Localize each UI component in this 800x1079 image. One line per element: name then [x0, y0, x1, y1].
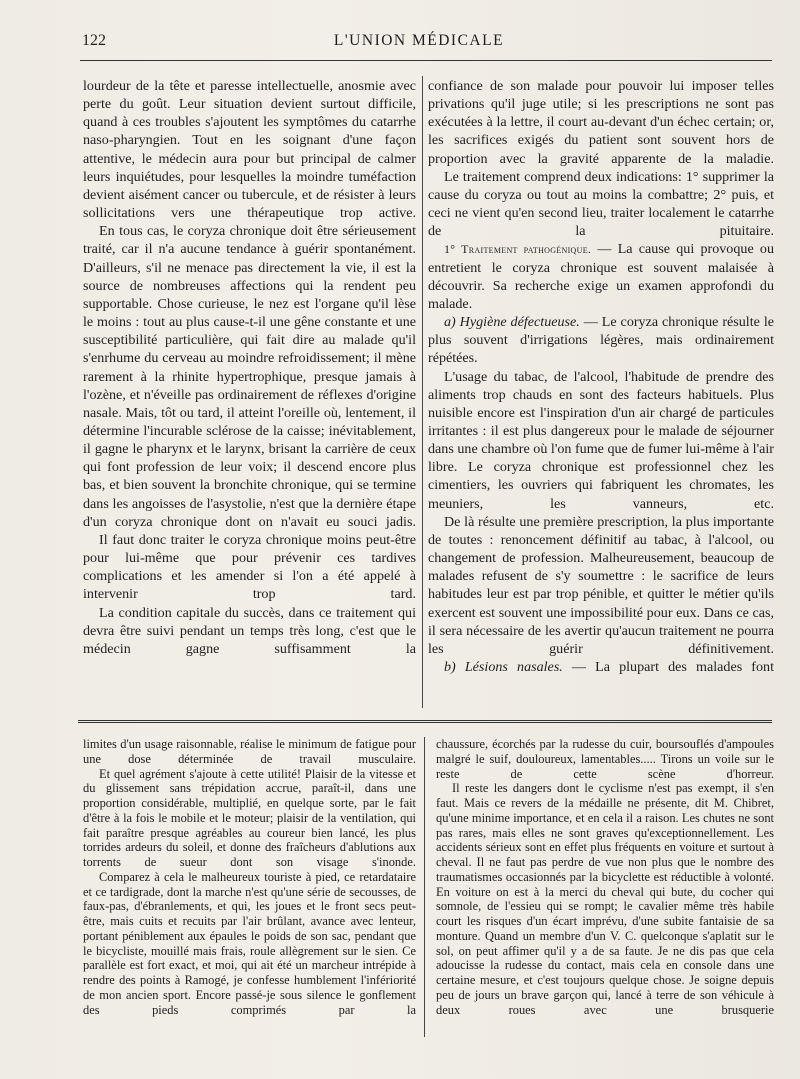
subsection-heading: b) Lésions nasales. [444, 659, 563, 675]
paragraph: Le traitement comprend deux indications: 1° supprimer la cause du coryza ou tout au moins la combattre; 2° puis, et ceci ne vient qu'en second lieu, traiter localement le catarrhe de la pituitaire. [428, 168, 774, 240]
paragraph: lourdeur de la tête et paresse intellectuelle, anosmie avec perte du goût. Leur situation devient surtout difficile, quand à ces troubles s'ajoutent les symptômes du catarrhe naso-pharyngien. Tout en les soignant d'une façon attentive, le médecin aura pour but principal de calmer leurs inquiétudes, pour lesquelles la moindre tuméfaction devient aisément cancer ou tubercule, et de résister à leurs sollicitations vers une thérapeutique trop active. [83, 78, 416, 222]
page-number: 122 [82, 32, 106, 49]
feuilleton-separator-rule [78, 720, 772, 725]
paragraph: confiance de son malade pour pouvoir lui imposer telles privations qu'il juge utile; si les prescriptions ne sont pas exécutées à la lettre, il court au-devant d'un échec certain; or, les sacrifices exigés du patient sont souvent hors de proportion avec la gravité apparente de la maladie. [428, 78, 774, 167]
lower-right-column [436, 737, 774, 1017]
paragraph-text: — La cause qui provoque ou entretient le coryza chronique est souvent malaisée à découvrir. Sa recherche exige un examen approfondi du malade. [428, 241, 774, 312]
lower-left-column [83, 737, 416, 1017]
paragraph-text: — La plupart des malades font [562, 659, 774, 675]
paragraph: De là résulte une première prescription, la plus importante de toutes : renoncement définitif au tabac, à l'alcool, ou changement de profession. Malheureusement, beaucoup de malades refusent de s'y soumettre : le sacrifice de leurs habitudes leur est par trop pénible, et quitter le métier qu'ils exercent est souvent une impossibilité pour eux. Dans ce cas, il sera nécessaire de les avertir qu'aucun traitement ne pourra les guérir définitivement. [428, 513, 774, 657]
paragraph: Il reste les dangers dont le cyclisme n'est pas exempt, il s'en faut. Mais ce revers de la médaille ne présente, dit M. Chibret, qu'une minime importance, et en cela il a raison. Les chutes ne sont pas rares, mais elles ne sont graves qu'exceptionnellement. Les accidents sérieux sont en effet plus fréquents en voiture et surtout à cheval. Il ne faut pas perdre de vue non plus que le nombre des traumatismes occasionnés par la bicyclette est réductible à volonté. En voiture on est à la merci du cheval qui bute, du cocher qui somnole, de l'essieu qui se rompt; le cavalier même très habile court les risques d'un écart imprévu, d'une subite fantaisie de sa monture. Quand un membre d'un V. C. quelconque s'aplatit sur le sol, on peut affimer qu'il y a de sa faute. Je ne dis pas que cela adoucisse la rudesse du contact, mais cela en console dans une certaine mesure, et c'est toujours quelque chose. Je soigne depuis peu de jours un brave garçon qui, lancé à terre de son véhicule à deux roues avec une brusquerie [436, 781, 774, 1017]
upper-right-column [428, 77, 774, 676]
paragraph: En tous cas, le coryza chronique doit être sérieusement traité, car il n'a aucune tendance à guérir spontanément. D'ailleurs, s'il ne menace pas directement la vie, il est la source de nombreuses affections qui la rendent peu supportable. Chose curieuse, le nez est l'organe qu'il lèse le moins : tout au plus cause-t-il une gêne constante et une susceptibilité particulière, qui fait dire au malade qu'il s'enrhume du cerveau au moindre refroidissement; il mène rarement à la rhinite hypertrophique, presque jamais à l'ozène, et n'éveille pas ordinairement de réflexes d'origine nasale. Mais, tôt ou tard, il atteint l'oreille où, lentement, il détermine l'incurable sclérose de la caisse; inévitablement, il gagne le pharynx et le larynx, brisant la carrière de ceux qui font profession de leur voix; il descend encore plus bas, et bien souvent la bronchite chronique, qui se termine dans les angoisses de l'asystolie, n'est que la dernière étape d'un coryza chronique dont on n'avait eu souci jadis. [83, 223, 416, 530]
section-heading: 1° Traitement pathogénique. [444, 242, 592, 257]
header-rule [80, 60, 772, 61]
subsection-heading: a) Hygiène défectueuse. [444, 314, 580, 331]
paragraph [428, 313, 774, 367]
column-divider [422, 76, 423, 708]
paragraph: Comparez à cela le malheureux touriste à pied, ce retardataire et ce tardigrade, dont la marche n'est qu'une série de secousses, de faux-pas, d'ébranlements, et qui, les joues et le front secs peut-être, mais cuits et recuits par l'air brûlant, avance avec lenteur, portant péniblement aux épaules le poids de son sac, pendant que le bicycliste, mouillé mais frais, roule allègrement sur le sien. Ce parallèle est fort exact, et moi, qui ait été un marcheur intrépide à rendre des points à Ramogé, je confesse humblement l'infériorité de mon ancien sport. Encore passé-je sous silence le gonflement des pieds comprimés par la [83, 869, 416, 1017]
paragraph-text: — Le coryza chronique résulte le plus souvent d'irrigations légères, mais ordinairement répétées. [428, 314, 774, 367]
paragraph: chaussure, écorchés par la rudesse du cuir, boursouflés d'ampoules malgré le suif, douloureux, lamentables..... Tirons un voile sur le reste de cette scène d'horreur. [436, 737, 774, 781]
column-divider [424, 737, 425, 1037]
paragraph [428, 240, 774, 313]
running-title: L'UNION MÉDICALE [333, 32, 505, 49]
paragraph: Et quel agrément s'ajoute à cette utilité! Plaisir de la vitesse et du glissement sans trépidation accrue, paraît-il, dans une proportion considérable, multiplié, en quelque sorte, par le fait d'être à la fois le mobile et le moteur; plaisir de la ventilation, qui fait paraître presque agréables au coureur bien lancé, les plus torrides ardeurs du soleil, et donne des fraîcheurs d'ablutions aux torrents de sueur dont son visage s'inonde. [83, 766, 416, 869]
paragraph: L'usage du tabac, de l'alcool, l'habitude de prendre des aliments trop chauds en sont des facteurs habituels. Plus nuisible encore est l'inspiration d'un air chargé de particules irritantes : il est plus dangereux pour le malade de séjourner dans une chambre où l'on fume que de fumer lui-même à l'air libre. Le coryza chronique est professionnel chez les cimentiers, les ouvriers qui fabriquent les chromates, les meuniers, les vanneurs, etc. [428, 368, 774, 512]
paragraph: limites d'un usage raisonnable, réalise le minimum de fatigue pour une dose déterminée de travail musculaire. [83, 737, 416, 766]
paragraph: Il faut donc traiter le coryza chronique moins peut-être pour lui-même que pour prévenir ces tardives complications et les amender si l'on a été appelé à intervenir trop tard. [83, 531, 416, 603]
upper-left-column [83, 77, 416, 658]
paragraph [428, 658, 774, 676]
paragraph: La condition capitale du succès, dans ce traitement qui devra être suivi pendant un temps très long, c'est que le médecin gagne suffisamment la [83, 604, 416, 657]
page-header [60, 30, 778, 54]
